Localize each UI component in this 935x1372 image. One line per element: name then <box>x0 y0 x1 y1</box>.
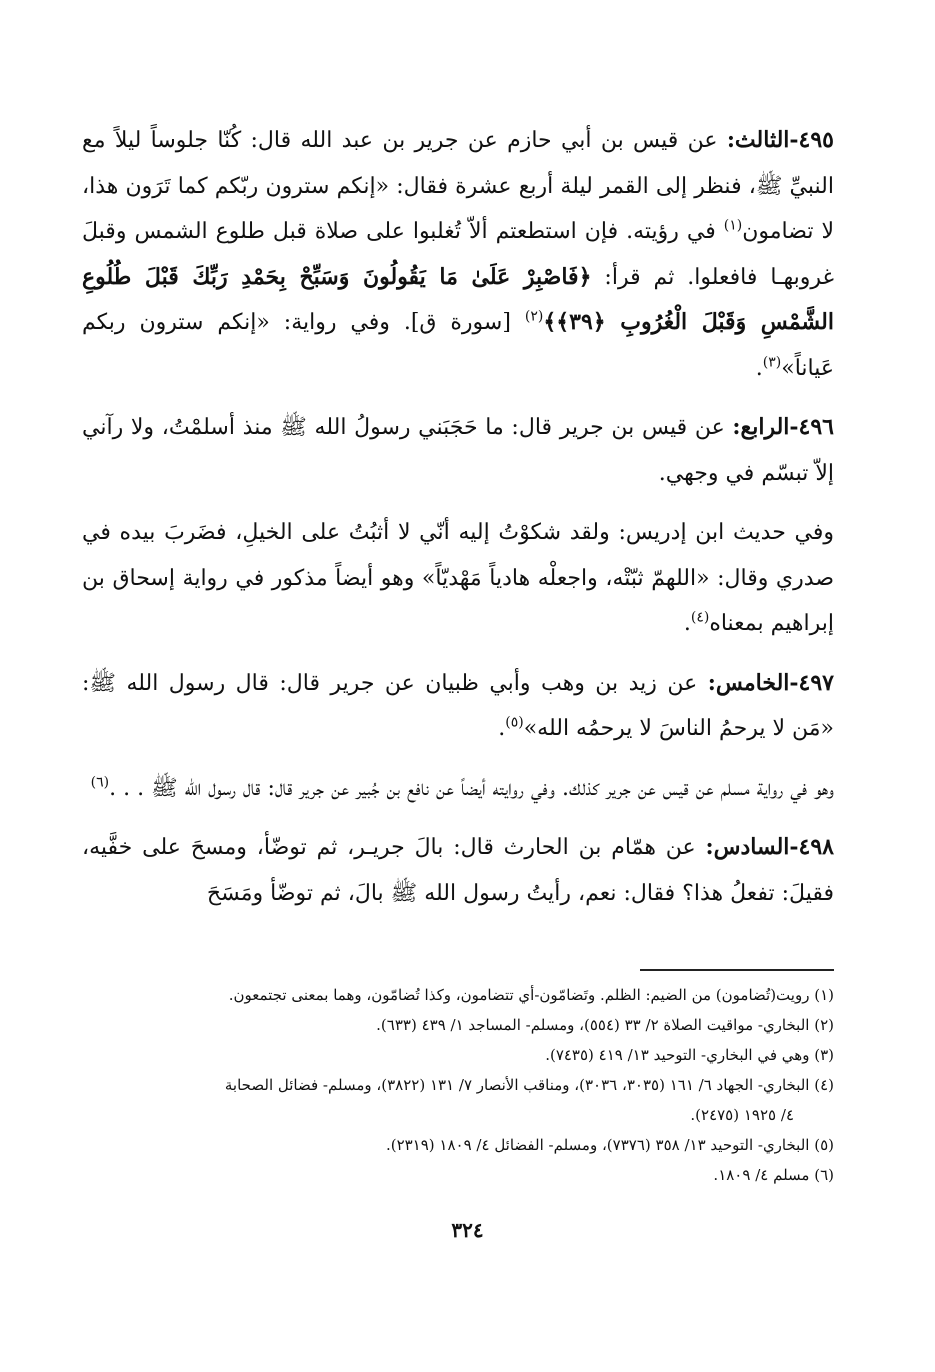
hadith-496 <box>82 405 834 496</box>
hadith-497 <box>82 661 834 752</box>
hadith-text: [سورة ق]. وفي رواية: «إنكم سترون ربكم عَياناً» <box>82 310 834 381</box>
footnote-2: (٢) البخاري- مواقيت الصلاة ٢/ ٣٣ (٥٥٤)، ومسلم- المساجد ١/ ٤٣٩ (٦٣٣). <box>376 1016 834 1034</box>
hadith-label: الخامس: <box>707 669 790 696</box>
footnotes <box>82 980 834 1190</box>
hadith-498 <box>82 825 834 916</box>
footnote-ref: (٢) <box>524 308 544 325</box>
hadith-number: ٤٩٥- <box>789 127 834 153</box>
footnote-ref: (٤) <box>690 609 710 626</box>
hadith-text: في رؤيته. فإن استطعتم ألاّ تُغلبوا على صلاة قبل طلوع الشمس وقبلَ غروبهـا فافعلوا. ثم قرأ: <box>82 219 835 290</box>
hadith-number: ٤٩٨- <box>789 834 834 860</box>
hadith-496-note <box>82 510 834 647</box>
hadith-text: . <box>683 611 691 636</box>
hadith-label: السادس: <box>705 834 790 860</box>
hadith-text: عن همّام بن الحارث قال: بالَ جريـر، ثم توضّأ، ومسحَ على خفَّيه، فقيلَ: تفعلُ هذا؟ فقال: نعم، رأيتُ رسول الله ﷺ بالَ، ثم توضّأ ومَسَحَ <box>82 835 834 906</box>
hadith-text: عن زيد بن وهب وأبي ظبيان عن جرير قال: قال رسول الله ﷺ: «مَن لا يرحمُ الناسَ لا يرحمُه الله» <box>82 670 834 741</box>
hadith-text: . <box>498 716 506 741</box>
hadith-label: الثالث: <box>726 127 790 153</box>
footnote-5: (٥) البخاري- التوحيد ١٣/ ٣٥٨ (٧٣٧٦)، ومسلم- الفضائل ٤/ ١٨٠٩ (٢٣١٩). <box>385 1136 834 1154</box>
hadith-text: وفي حديث ابن إدريس: ولقد شكوْتُ إليه أنّي لا أثبُتُ على الخيلِ، فضَربَ بيده في صدري وقال: «اللهمّ ثبّتْه، واجعلْه هادياً مَهْديّاً» وهو أيضاً مذكور في رواية إسحاق بن إبراهيم بمعناه <box>82 520 834 636</box>
footnote-3: (٣) وهي في البخاري- التوحيد ١٣/ ٤١٩ (٧٤٣٥). <box>545 1046 834 1064</box>
footnote-ref: (٣) <box>762 354 782 371</box>
footnote-4-continued: ٤/ ١٩٢٥ (٢٤٧٥). <box>690 1106 794 1124</box>
footnote-4: (٤) البخاري- الجهاد ٦/ ١٦١ (٣٠٣٥، ٣٠٣٦)، ومناقب الأنصار ٧/ ١٣١ (٣٨٢٢)، ومسلم- فضائل الصحابة <box>224 1076 834 1094</box>
hadith-number: ٤٩٦- <box>789 414 834 440</box>
hadith-text: عن قيس بن جرير قال: ما حَجَبَني رسولُ الله ﷺ منذ أسلمْتُ، ولا رآني إلاّ تبسّم في وجهي. <box>82 415 834 486</box>
footnote-ref: (٥) <box>505 714 524 731</box>
footnote-1: (١) رويت(تُضامون) من الضيم: الظلم. وتَضامّون-أي تتضامون، وكذا تُضامّون، وهما بمعنى تجتمعون. <box>228 986 834 1004</box>
footnote-6: (٦) مسلم ٤/ ١٨٠٩. <box>713 1166 834 1184</box>
hadith-text: . <box>755 355 763 381</box>
footnote-divider <box>640 969 834 971</box>
hadith-text: وهو في رواية مسلم عن قيس عن جرير كذلك. وفي روايته أيضاً عن نافع بن جُبير عن جرير قال: قال رسول الله ﷺ . . . <box>109 775 834 801</box>
hadith-number: ٤٩٧- <box>789 669 834 696</box>
footnote-ref: (٦) <box>90 774 110 791</box>
hadith-label: الرابع: <box>732 414 790 440</box>
page-number: ٣٢٤ <box>451 1218 484 1242</box>
footnote-ref: (١) <box>723 217 743 234</box>
hadith-495 <box>82 118 834 391</box>
hadith-497-note <box>82 766 834 812</box>
hadith-text: عن قيس بن أبي حازم عن جرير بن عبد الله قال: كُنّا جلوساً ليلاً مع النبيِّ ﷺ، فنظر إلى القمر ليلة أربع عشرة فقال: «إنكم سترون ربّكم كما تَرَون هذا، لا تضامون <box>82 128 835 244</box>
quran-verse: ﴿فَاصْبِرْ عَلَىٰ مَا يَقُولُونَ وَسَبِّحْ بِحَمْدِ رَبِّكَ قَبْلَ طُلُوعِ الشَّمْسِ وَقَبْلَ الْغُرُوبِ ﴿٣٩﴾﴾ <box>82 263 834 335</box>
main-text <box>82 118 834 930</box>
